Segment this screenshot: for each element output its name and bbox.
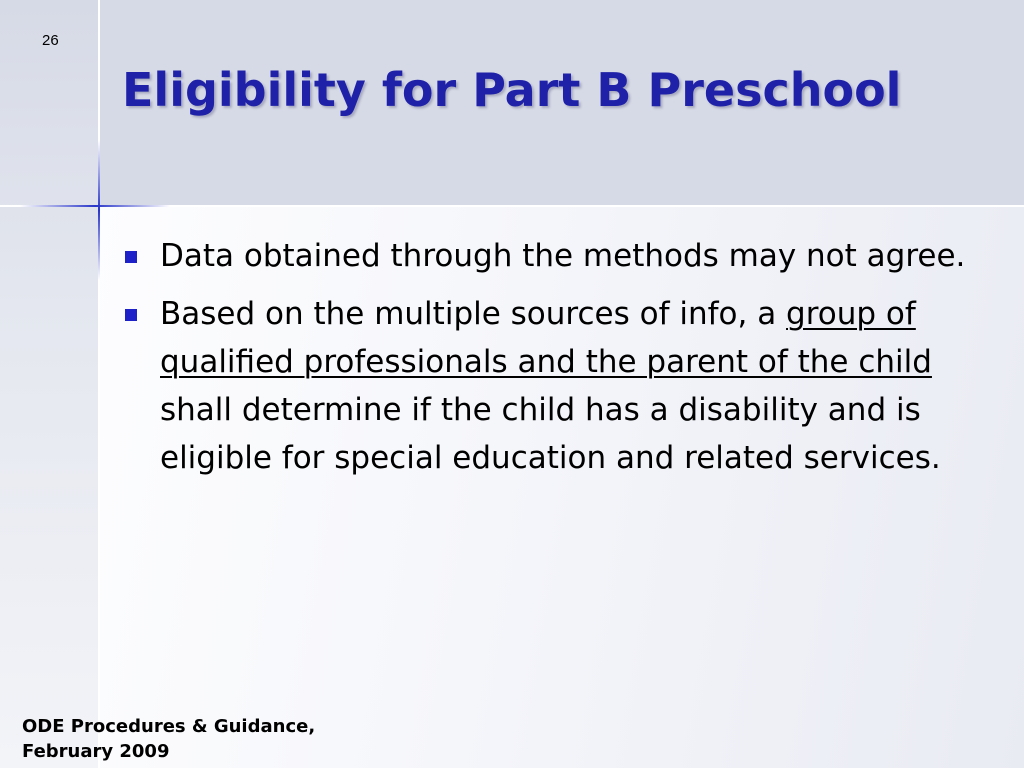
bullet-text-tail: shall determine if the child has a disability and is eligible for special education and related services. (160, 392, 941, 476)
left-band (0, 0, 98, 768)
list-item (122, 290, 972, 482)
crosshair-vertical (98, 140, 100, 280)
list-item (122, 232, 972, 280)
bullet-text: Data obtained through the methods may not agree. (160, 238, 966, 274)
vertical-divider (98, 0, 100, 768)
slide-number: 26 (42, 32, 59, 49)
square-bullet-icon (125, 309, 137, 321)
footer-line-1: ODE Procedures & Guidance, (22, 716, 316, 737)
footer-line-2: February 2009 (22, 741, 170, 762)
crosshair-horizontal (20, 205, 170, 207)
slide-title: Eligibility for Part B Preschool (122, 63, 902, 117)
bullet-text-underlined: group of qualified professionals and the parent of the child (160, 296, 932, 380)
square-bullet-icon (125, 251, 137, 263)
footer-citation (22, 714, 315, 764)
bullet-text-lead: Based on the multiple sources of info, a (160, 296, 787, 332)
bullet-list (122, 232, 972, 492)
